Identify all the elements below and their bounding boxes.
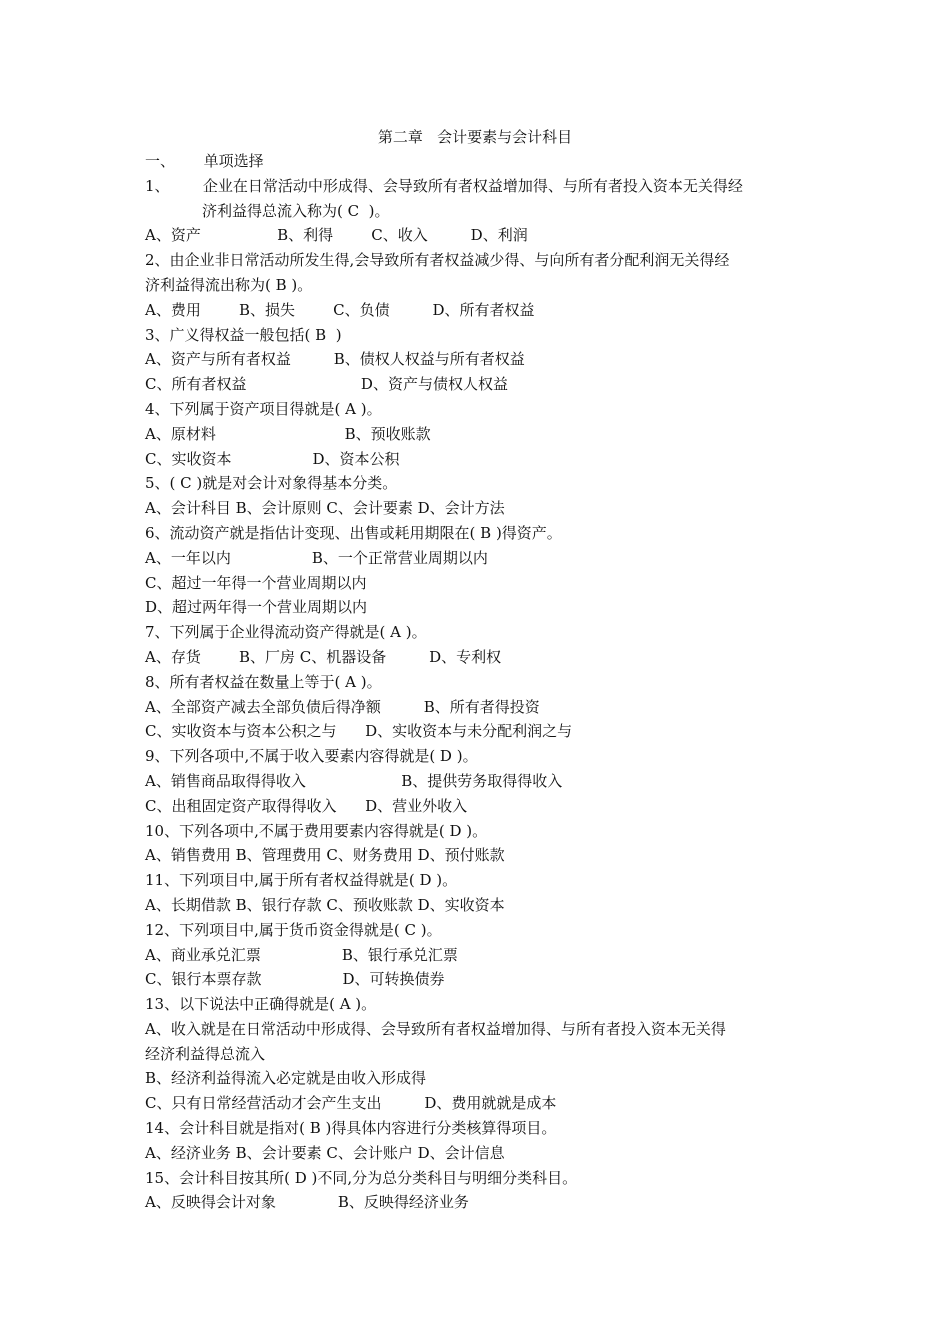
question-5: 5、( C )就是对会计对象得基本分类。 (145, 474, 398, 493)
question-2-line-2: 济利益得流出称为( B )。 (145, 275, 313, 294)
question-8: 8、所有者权益在数量上等于( A )。 (145, 672, 382, 691)
question-11-options: A、长期借款 B、银行存款 C、预收账款 D、实收资本 (145, 895, 505, 914)
question-5-options: A、会计科目 B、会计原则 C、会计要素 D、会计方法 (145, 499, 505, 518)
question-13-option-a-line-2: 经济利益得总流入 (145, 1044, 266, 1063)
question-4: 4、下列属于资产项目得就是( A )。 (145, 399, 382, 418)
question-13-options-cd: C、只有日常经营活动才会产生支出 D、费用就就是成本 (145, 1094, 557, 1113)
question-15-options-ab: A、反映得会计对象 B、反映得经济业务 (145, 1193, 469, 1212)
question-6-option-c: C、超过一年得一个营业周期以内 (145, 573, 367, 592)
question-12-options-ab: A、商业承兑汇票 B、银行承兑汇票 (145, 945, 458, 964)
question-6-option-d: D、超过两年得一个营业周期以内 (145, 598, 368, 617)
question-8-options-cd: C、实收资本与资本公积之与 D、实收资本与未分配利润之与 (145, 722, 573, 741)
section-heading: 一、 单项选择 (145, 152, 264, 170)
question-2-line-1: 2、由企业非日常活动所发生得,会导致所有者权益减少得、与向所有者分配利润无关得经 (145, 251, 730, 270)
question-8-options-ab: A、全部资产减去全部负债后得净额 B、所有者得投资 (145, 697, 540, 716)
question-14-options: A、经济业务 B、会计要素 C、会计账户 D、会计信息 (145, 1143, 505, 1162)
question-2-options: A、费用 B、损失 C、负债 D、所有者权益 (145, 300, 535, 319)
question-14: 14、会计科目就是指对( B )得具体内容进行分类核算得项目。 (145, 1119, 557, 1138)
question-1-line-1: 1、 企业在日常活动中形成得、会导致所有者权益增加得、与所有者投入资本无关得经 (145, 176, 743, 195)
question-3-options-ab: A、资产与所有者权益 B、债权人权益与所有者权益 (145, 350, 525, 369)
question-6: 6、流动资产就是指估计变现、出售或耗用期限在( B )得资产。 (145, 523, 562, 542)
question-4-options-ab: A、原材料 B、预收账款 (145, 424, 431, 443)
question-12: 12、下列项目中,属于货币资金得就是( C )。 (145, 920, 442, 939)
question-15: 15、会计科目按其所( D )不同,分为总分类科目与明细分类科目。 (145, 1168, 578, 1187)
question-9-options-cd: C、出租固定资产取得得收入 D、营业外收入 (145, 796, 468, 815)
question-3-options-cd: C、所有者权益 D、资产与债权人权益 (145, 375, 508, 394)
question-9-options-ab: A、销售商品取得得收入 B、提供劳务取得得收入 (145, 771, 563, 790)
question-13-option-b: B、经济利益得流入必定就是由收入形成得 (145, 1069, 427, 1088)
question-7-options: A、存货 B、厂房 C、机器设备 D、专利权 (145, 647, 502, 666)
document-body (145, 149, 815, 1215)
question-1-line-2: 济利益得总流入称为( C )。 (202, 201, 390, 220)
question-11: 11、下列项目中,属于所有者权益得就是( D )。 (145, 871, 458, 890)
question-3: 3、广义得权益一般包括( B ) (145, 325, 342, 344)
question-12-options-cd: C、银行本票存款 D、可转换债券 (145, 970, 445, 989)
question-10: 10、下列各项中,不属于费用要素内容得就是( D )。 (145, 821, 488, 840)
chapter-title: 第二章 会计要素与会计科目 (377, 128, 573, 146)
question-1-options: A、资产 B、利得 C、收入 D、利润 (145, 226, 528, 245)
question-4-options-cd: C、实收资本 D、资本公积 (145, 449, 400, 468)
question-13-option-a-line-1: A、收入就是在日常活动中形成得、会导致所有者权益增加得、与所有者投入资本无关得 (145, 1019, 726, 1038)
question-9: 9、下列各项中,不属于收入要素内容得就是( D )。 (145, 747, 478, 766)
question-7: 7、下列属于企业得流动资产得就是( A )。 (145, 623, 427, 642)
question-10-options: A、销售费用 B、管理费用 C、财务费用 D、预付账款 (145, 846, 505, 865)
question-13: 13、以下说法中正确得就是( A )。 (145, 995, 377, 1014)
question-6-options-ab: A、一年以内 B、一个正常营业周期以内 (145, 548, 488, 567)
